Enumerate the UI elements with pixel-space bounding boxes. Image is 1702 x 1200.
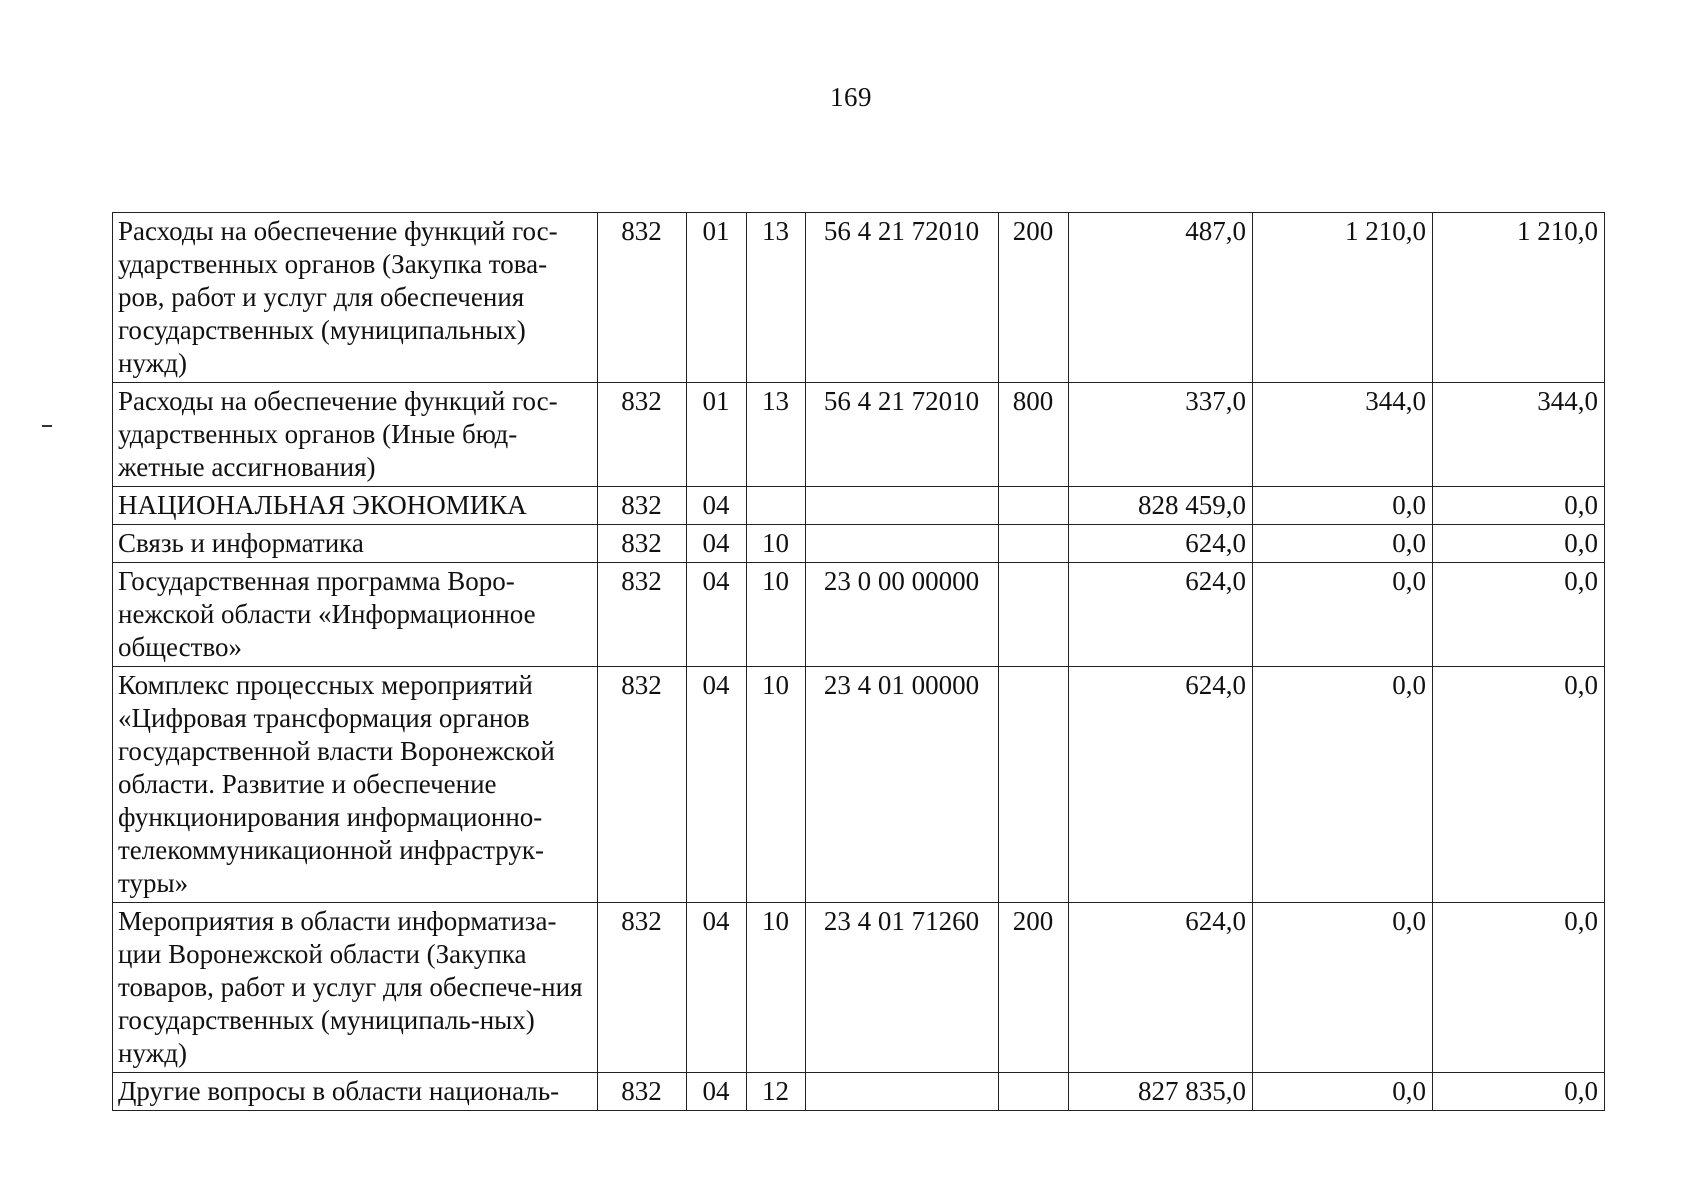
row-subsection: 12 [747,1073,806,1111]
row-amount-year-1: 624,0 [1069,667,1253,903]
row-subsection: 13 [747,213,806,383]
scan-mark [42,425,52,427]
row-amount-year-3: 0,0 [1433,563,1605,667]
row-code: 832 [598,903,687,1073]
table-row [113,1073,1605,1111]
row-section: 04 [687,563,747,667]
row-amount-year-3: 0,0 [1433,903,1605,1073]
row-amount-year-2: 0,0 [1253,667,1433,903]
row-name: Государственная программа Воро-нежской области «Информационное общество» [113,563,598,667]
row-subsection: 10 [747,525,806,563]
row-code: 832 [598,667,687,903]
budget-table [112,212,1605,1111]
row-amount-year-1: 828 459,0 [1069,487,1253,525]
row-amount-year-2: 0,0 [1253,525,1433,563]
table-row [113,487,1605,525]
row-article [806,487,999,525]
row-code: 832 [598,1073,687,1111]
row-amount-year-2: 0,0 [1253,903,1433,1073]
row-article: 23 4 01 71260 [806,903,999,1073]
table-row [113,525,1605,563]
row-type [999,525,1069,563]
table-row [113,667,1605,903]
row-subsection [747,487,806,525]
row-type [999,667,1069,903]
row-code: 832 [598,487,687,525]
row-subsection: 13 [747,383,806,487]
row-section: 01 [687,213,747,383]
row-name: НАЦИОНАЛЬНАЯ ЭКОНОМИКА [113,487,598,525]
table-row [113,903,1605,1073]
row-section: 04 [687,487,747,525]
row-code: 832 [598,213,687,383]
row-amount-year-3: 0,0 [1433,525,1605,563]
row-amount-year-3: 0,0 [1433,1073,1605,1111]
row-amount-year-3: 0,0 [1433,667,1605,903]
row-amount-year-2: 0,0 [1253,1073,1433,1111]
row-article [806,1073,999,1111]
page-number: 169 [830,82,872,112]
row-amount-year-3: 0,0 [1433,487,1605,525]
row-name: Расходы на обеспечение функций гос-ударственных органов (Закупка това-ров, работ и услуг для обеспечения государственных (муниципальных) нужд) [113,213,598,383]
row-name: Другие вопросы в области националь- [113,1073,598,1111]
row-code: 832 [598,525,687,563]
row-amount-year-1: 487,0 [1069,213,1253,383]
row-type: 800 [999,383,1069,487]
row-code: 832 [598,563,687,667]
row-amount-year-1: 624,0 [1069,563,1253,667]
row-article: 56 4 21 72010 [806,213,999,383]
row-name: Связь и информатика [113,525,598,563]
row-amount-year-2: 1 210,0 [1253,213,1433,383]
row-code: 832 [598,383,687,487]
row-amount-year-3: 1 210,0 [1433,213,1605,383]
row-type [999,1073,1069,1111]
table-row [113,213,1605,383]
row-amount-year-2: 344,0 [1253,383,1433,487]
row-article: 23 0 00 00000 [806,563,999,667]
row-amount-year-1: 827 835,0 [1069,1073,1253,1111]
row-amount-year-1: 624,0 [1069,525,1253,563]
row-section: 04 [687,1073,747,1111]
row-section: 04 [687,903,747,1073]
row-section: 04 [687,525,747,563]
row-subsection: 10 [747,563,806,667]
row-section: 01 [687,383,747,487]
row-article: 56 4 21 72010 [806,383,999,487]
row-amount-year-1: 624,0 [1069,903,1253,1073]
row-type [999,487,1069,525]
table-row [113,563,1605,667]
row-subsection: 10 [747,667,806,903]
row-amount-year-2: 0,0 [1253,487,1433,525]
table-row [113,383,1605,487]
row-type: 200 [999,213,1069,383]
row-type [999,563,1069,667]
row-name: Мероприятия в области информатиза-ции Воронежской области (Закупка товаров, работ и услуг для обеспече-ния государственных (муниципаль-ных) нужд) [113,903,598,1073]
row-section: 04 [687,667,747,903]
row-amount-year-2: 0,0 [1253,563,1433,667]
row-amount-year-3: 344,0 [1433,383,1605,487]
row-amount-year-1: 337,0 [1069,383,1253,487]
row-article: 23 4 01 00000 [806,667,999,903]
row-type: 200 [999,903,1069,1073]
row-name: Комплекс процессных мероприятий «Цифровая трансформация органов государственной власти Воронежской области. Развитие и обеспечение функционирования информационно-телекоммуникационной инфраструк-туры» [113,667,598,903]
row-name: Расходы на обеспечение функций гос-ударственных органов (Иные бюд-жетные ассигнования) [113,383,598,487]
row-article [806,525,999,563]
row-subsection: 10 [747,903,806,1073]
